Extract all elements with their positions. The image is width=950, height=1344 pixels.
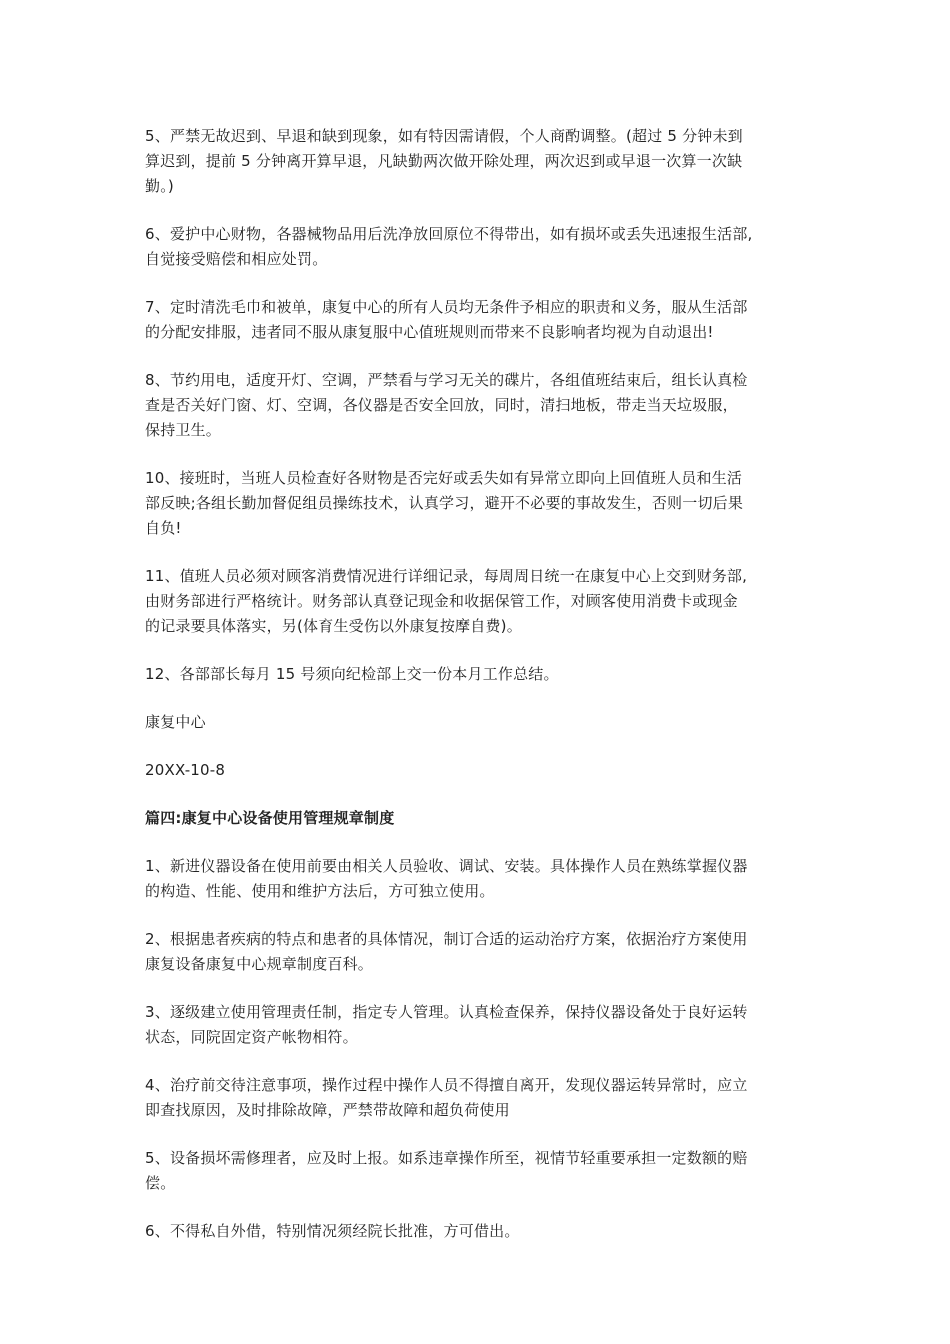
rule-10: [145, 466, 815, 541]
equipment-rule-5: [145, 1146, 815, 1196]
rule-10-line: 10、接班时，当班人员检查好各财物是否完好或丢失如有异常立即向上回值班人员和生活: [145, 469, 743, 487]
equipment-rule-4-line: 即查找原因，及时排除故障，严禁带故障和超负荷使用: [145, 1101, 510, 1119]
equipment-rule-2: [145, 927, 815, 977]
rule-11-line: 由财务部进行严格统计。财务部认真登记现金和收据保管工作，对顾客使用消费卡或现金: [145, 592, 738, 610]
equipment-rule-1-line: 1、新进仪器设备在使用前要由相关人员验收、调试、安装。具体操作人员在熟练掌握仪器: [145, 857, 748, 875]
equipment-rule-3-line: 3、逐级建立使用管理责任制，指定专人管理。认真检查保养，保持仪器设备处于良好运转: [145, 1003, 748, 1021]
rule-7-line: 的分配安排服，违者同不服从康复服中心值班规则而带来不良影响者均视为自动退出!: [145, 323, 714, 341]
rule-11: [145, 564, 815, 639]
section-heading-text: 篇四:康复中心设备使用管理规章制度: [145, 809, 395, 827]
rule-5-line: 勤。): [145, 177, 174, 195]
rule-10-line: 部反映;各组长勤加督促组员操练技术，认真学习，避开不必要的事故发生，否则一切后果: [145, 494, 744, 512]
rule-8-line: 查是否关好门窗、灯、空调，各仪器是否安全回放，同时，清扫地板，带走当天垃圾服，: [145, 396, 738, 414]
equipment-rule-6: [145, 1219, 815, 1244]
rule-7: [145, 295, 815, 345]
equipment-rule-1-line: 的构造、性能、使用和维护方法后，方可独立使用。: [145, 882, 495, 900]
rule-7-line: 7、定时清洗毛巾和被单，康复中心的所有人员均无条件予相应的职责和义务，服从生活部: [145, 298, 748, 316]
rule-10-line: 自负!: [145, 519, 182, 537]
rule-8-line: 8、节约用电，适度开灯、空调，严禁看与学习无关的碟片，各组值班结束后，组长认真检: [145, 371, 748, 389]
equipment-rule-2-line: 2、根据患者疾病的特点和患者的具体情况，制订合适的运动治疗方案，依据治疗方案使用: [145, 930, 748, 948]
rule-11-line: 的记录要具体落实，另(体育生受伤以外康复按摩自费)。: [145, 617, 522, 635]
date-text: 20XX-10-8: [145, 761, 226, 779]
equipment-rule-2-line: 康复设备康复中心规章制度百科。: [145, 955, 374, 973]
rule-6-line: 6、爱护中心财物，各器械物品用后洗净放回原位不得带出，如有损坏或丢失迅速报生活部,: [145, 225, 753, 243]
rule-6: [145, 222, 815, 272]
equipment-rule-5-line: 5、设备损坏需修理者，应及时上报。如系违章操作所至，视情节轻重要承担一定数额的赔: [145, 1149, 748, 1167]
equipment-rule-4: [145, 1073, 815, 1123]
rule-5-line: 5、严禁无故迟到、早退和缺到现象，如有特因需请假，个人商酌调整。(超过 5 分钟未到: [145, 127, 743, 145]
rule-5: [145, 124, 815, 199]
document-body: [145, 124, 815, 1267]
equipment-rule-1: [145, 854, 815, 904]
equipment-rule-3-line: 状态，同院固定资产帐物相符。: [145, 1028, 358, 1046]
equipment-rule-4-line: 4、治疗前交待注意事项，操作过程中操作人员不得擅自离开，发现仪器运转异常时，应立: [145, 1076, 748, 1094]
signature-text: 康复中心: [145, 713, 206, 731]
equipment-rule-5-line: 偿。: [145, 1174, 176, 1192]
rule-6-line: 自觉接受赔偿和相应处罚。: [145, 250, 328, 268]
rule-12-line: 12、各部部长每月 15 号须向纪检部上交一份本月工作总结。: [145, 665, 559, 683]
rule-8-line: 保持卫生。: [145, 421, 222, 439]
date: [145, 758, 815, 783]
section-heading: [145, 806, 815, 831]
rule-5-line: 算迟到，提前 5 分钟离开算早退，凡缺勤两次做开除处理，两次迟到或早退一次算一次缺: [145, 152, 743, 170]
equipment-rule-3: [145, 1000, 815, 1050]
rule-11-line: 11、值班人员必须对顾客消费情况进行详细记录，每周周日统一在康复中心上交到财务部,: [145, 567, 748, 585]
equipment-rule-6-line: 6、不得私自外借，特别情况须经院长批准，方可借出。: [145, 1222, 520, 1240]
rule-12: [145, 662, 815, 687]
rule-8: [145, 368, 815, 443]
signature: [145, 710, 815, 735]
